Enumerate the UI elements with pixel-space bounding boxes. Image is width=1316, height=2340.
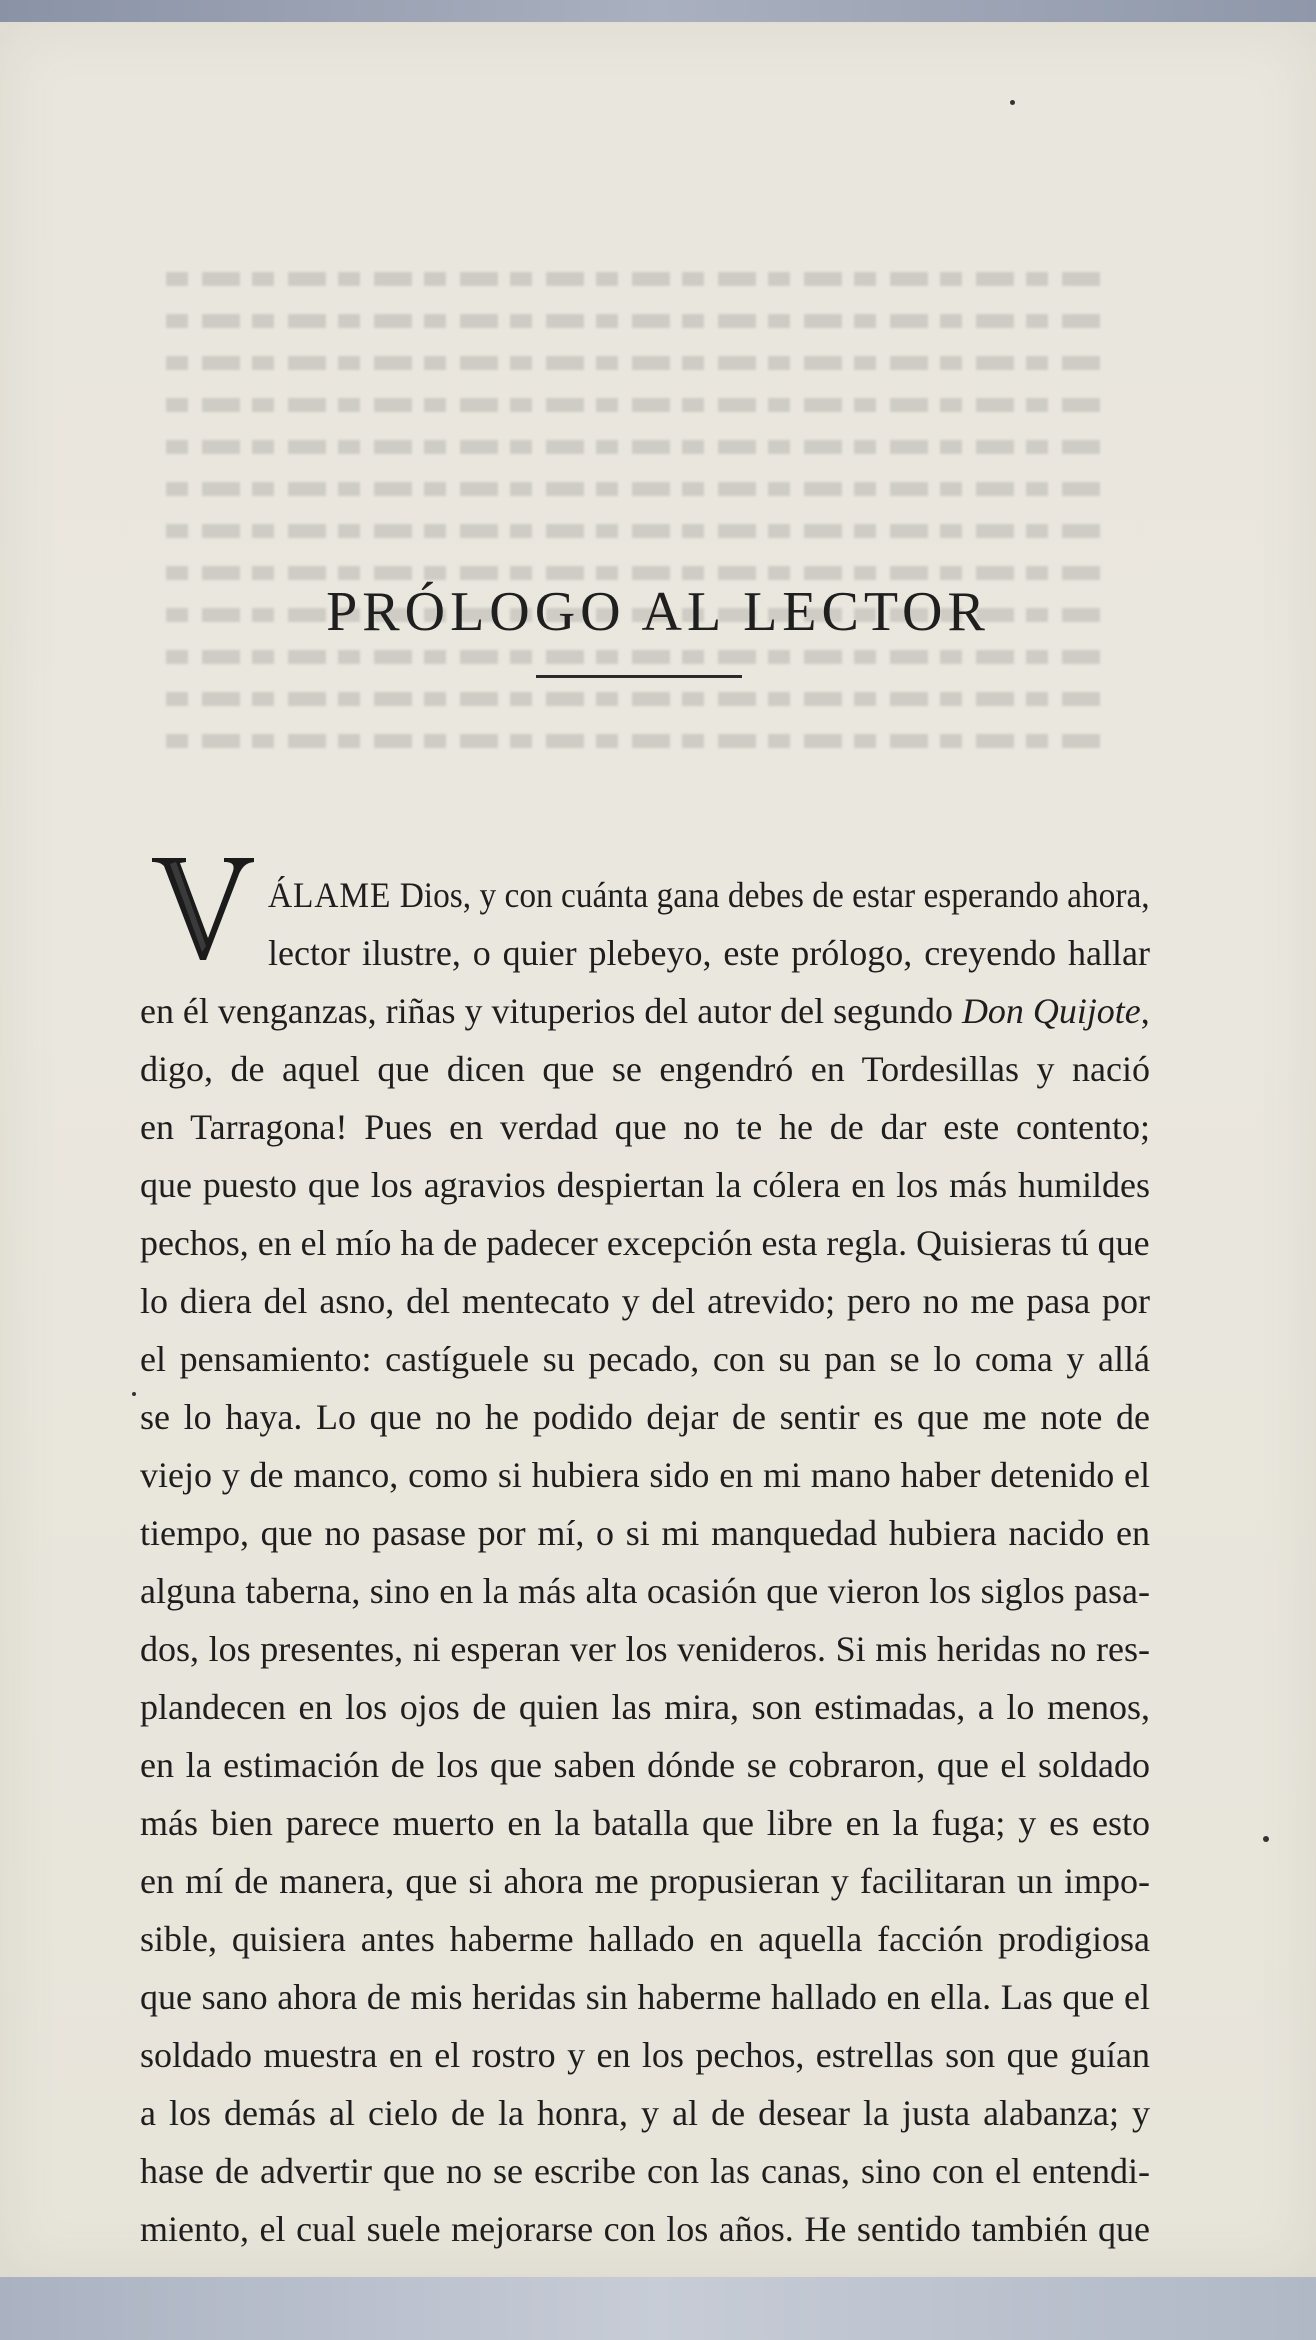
background-edge-bottom — [0, 2277, 1316, 2340]
text-line-1: ÁLAME Dios, y con cuánta gana debes de estar esperando ahora, — [268, 875, 1150, 915]
book-title-italic: Don Quijote — [961, 991, 1141, 1031]
ink-speck — [132, 1392, 136, 1396]
text-line-13: alguna taberna, sino en la más alta ocasión que vieron los siglos pasa- — [140, 1571, 1150, 1611]
text-line-16: en la estimación de los que saben dónde se cobraron, que el soldado — [140, 1745, 1150, 1785]
drop-cap-v — [150, 852, 256, 964]
text-line-24: miento, el cual suele mejorarse con los años. He sentido también que — [140, 2209, 1150, 2249]
text-line-12: tiempo, que no pasase por mí, o si mi manquedad hubiera nacido en — [140, 1513, 1150, 1553]
text-line-17: más bien parece muerto en la batalla que libre en la fuga; y es esto — [140, 1803, 1150, 1843]
title-underline — [536, 675, 742, 678]
bleed-through-text — [160, 272, 1100, 792]
text-line-5: en Tarragona! Pues en verdad que no te he de dar este contento; — [140, 1107, 1150, 1147]
text-line-14: dos, los presentes, ni esperan ver los venideros. Si mis heridas no res- — [140, 1629, 1150, 1669]
text-line-11: viejo y de manco, como si hubiera sido en mi mano haber detenido el — [140, 1455, 1150, 1495]
text-line-23: hase de advertir que no se escribe con las canas, sino con el entendi- — [140, 2151, 1150, 2191]
text-line-22: a los demás al cielo de la honra, y al de desear la justa alabanza; y — [140, 2093, 1150, 2133]
ink-speck — [1263, 1836, 1269, 1842]
page-title: PRÓLOGO AL LECTOR — [326, 581, 990, 643]
text-line-10: se lo haya. Lo que no he podido dejar de sentir es que me note de — [140, 1397, 1150, 1437]
text-line-7: pechos, en el mío ha de padecer excepción esta regla. Quisieras tú que — [140, 1223, 1150, 1263]
text-line-18: en mí de manera, que si ahora me propusieran y facilitaran un impo- — [140, 1861, 1150, 1901]
text-line-2: lector ilustre, o quier plebeyo, este prólogo, creyendo hallar — [268, 933, 1150, 973]
text-line-3: en él venganzas, riñas y vituperios del autor del segundo Don Quijote, — [140, 991, 1150, 1031]
first-word-smallcaps: ÁLAME — [268, 875, 392, 915]
text-line-21: soldado muestra en el rostro y en los pechos, estrellas son que guían — [140, 2035, 1150, 2075]
text-line-9: el pensamiento: castíguele su pecado, con su pan se lo coma y allá — [140, 1339, 1150, 1379]
ink-speck — [1010, 100, 1015, 105]
text-line-15: plandecen en los ojos de quien las mira, son estimadas, a lo menos, — [140, 1687, 1150, 1727]
text-line-4: digo, de aquel que dicen que se engendró en Tordesillas y nació — [140, 1049, 1150, 1089]
text-line-8: lo diera del asno, del mentecato y del atrevido; pero no me pasa por — [140, 1281, 1150, 1321]
text-line-20: que sano ahora de mis heridas sin haberme hallado en ella. Las que el — [140, 1977, 1150, 2017]
background-edge-top — [0, 0, 1316, 22]
text-line-6: que puesto que los agravios despiertan la cólera en los más humildes — [140, 1165, 1150, 1205]
text-line-19: sible, quisiera antes haberme hallado en aquella facción prodigiosa — [140, 1919, 1150, 1959]
